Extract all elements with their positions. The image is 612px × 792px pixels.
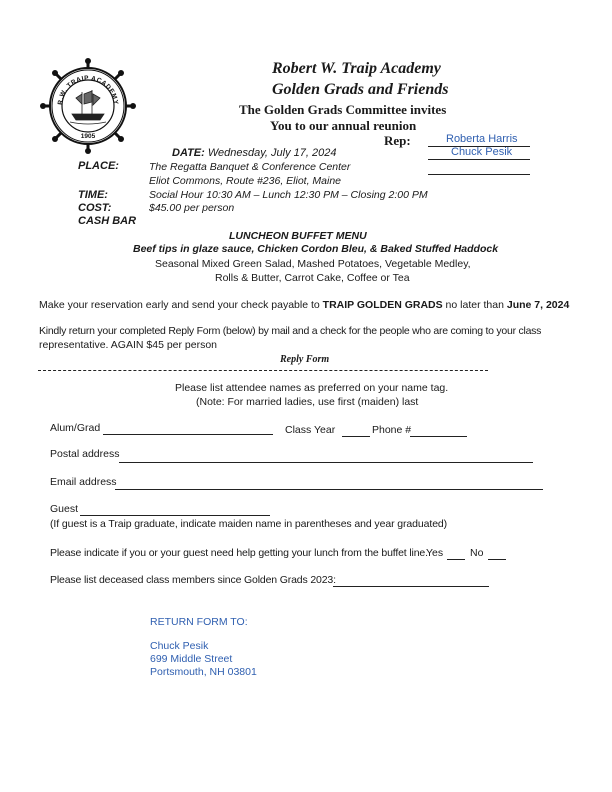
return-street: 699 Middle Street: [150, 653, 233, 665]
invite-line-1: The Golden Grads Committee invites: [239, 102, 447, 117]
rep-name-1: Roberta Harris: [446, 133, 518, 145]
ship-wheel-seal-icon: [40, 58, 136, 154]
menu-sides-1: Seasonal Mixed Green Salad, Mashed Potatoes, Vegetable Medley,: [155, 258, 471, 270]
reservation-pre: Make your reservation early and send your check payable to: [39, 299, 323, 311]
date-label: DATE:: [172, 147, 205, 159]
rep-label: Rep:: [384, 133, 411, 148]
return-city: Portsmouth, NH 03801: [150, 666, 257, 678]
guest-name-field[interactable]: [80, 515, 270, 516]
place-line-1: The Regatta Banquet & Conference Center: [149, 161, 351, 173]
reply-form-title: Reply Form: [280, 354, 330, 365]
menu-mains: Beef tips in glaze sauce, Chicken Cordon Bleu, & Baked Stuffed Haddock: [133, 243, 499, 255]
place-label: PLACE:: [78, 160, 119, 172]
seal-year: 1905: [80, 133, 96, 140]
reservation-line: [39, 299, 569, 311]
buffet-help-question: Please indicate if you or your guest need help getting your lunch from the buffet line.: [50, 547, 428, 559]
reservation-mid: no later than: [442, 299, 507, 311]
reservation-payee: TRAIP GOLDEN GRADS: [322, 299, 443, 311]
deceased-members-field[interactable]: [333, 586, 489, 587]
postal-address-field[interactable]: [119, 462, 533, 463]
no-field[interactable]: [488, 559, 506, 560]
date-row: [172, 147, 336, 159]
yes-field[interactable]: [447, 559, 465, 560]
phone-field[interactable]: [410, 436, 467, 437]
time-value: Social Hour 10:30 AM – Lunch 12:30 PM – Closing 2:00 PM: [149, 189, 428, 201]
return-note-1: Kindly return your completed Reply Form (below) by mail and a check for the people who are coming to your class: [39, 325, 542, 337]
rep-underline-3: [428, 174, 530, 175]
phone-label: Phone #: [372, 424, 412, 436]
alum-name-field[interactable]: [103, 434, 273, 435]
cost-label: COST:: [78, 202, 112, 214]
cash-bar-label: CASH BAR: [78, 215, 137, 227]
reply-instruction-1: Please list attendee names as preferred on your name tag.: [175, 382, 449, 394]
event-subtitle: Golden Grads and Friends: [272, 81, 449, 98]
rep-underline-2: [428, 159, 530, 160]
yes-label: Yes: [426, 547, 444, 559]
school-name: Robert W. Traip Academy: [272, 60, 441, 77]
reply-instruction-2: (Note: For married ladies, use first (maiden) last: [196, 396, 419, 408]
return-note-2: representative. AGAIN $45 per person: [39, 339, 218, 351]
no-label: No: [470, 547, 484, 559]
invite-line-2: You to our annual reunion: [270, 118, 417, 133]
menu-title: LUNCHEON BUFFET MENU: [229, 230, 367, 242]
return-heading: RETURN FORM TO:: [150, 616, 248, 628]
date-value: Wednesday, July 17, 2024: [207, 147, 337, 159]
seal-ring-text: R.W. TRAIP ACADEMY: [56, 74, 120, 106]
time-label: TIME:: [78, 189, 108, 201]
guest-note: (If guest is a Traip graduate, indicate maiden name in parentheses and year graduated): [50, 518, 448, 530]
cost-value: $45.00 per person: [149, 202, 235, 214]
deceased-members-label: Please list deceased class members since Golden Grads 2023:: [50, 574, 336, 586]
place-line-2: Eliot Commons, Route #236, Eliot, Maine: [149, 175, 342, 187]
return-name: Chuck Pesik: [150, 640, 209, 652]
email-address-field[interactable]: [115, 489, 543, 490]
alum-label: Alum/Grad: [50, 422, 101, 434]
class-year-label: Class Year: [285, 424, 336, 436]
postal-address-label: Postal address: [50, 448, 120, 460]
cut-line: [38, 370, 488, 371]
email-address-label: Email address: [50, 476, 117, 488]
class-year-field[interactable]: [342, 436, 370, 437]
reservation-deadline: June 7, 2024: [506, 299, 570, 311]
guest-label: Guest: [50, 503, 79, 515]
menu-sides-2: Rolls & Butter, Carrot Cake, Coffee or Tea: [215, 272, 410, 284]
rep-name-2: Chuck Pesik: [451, 146, 513, 158]
